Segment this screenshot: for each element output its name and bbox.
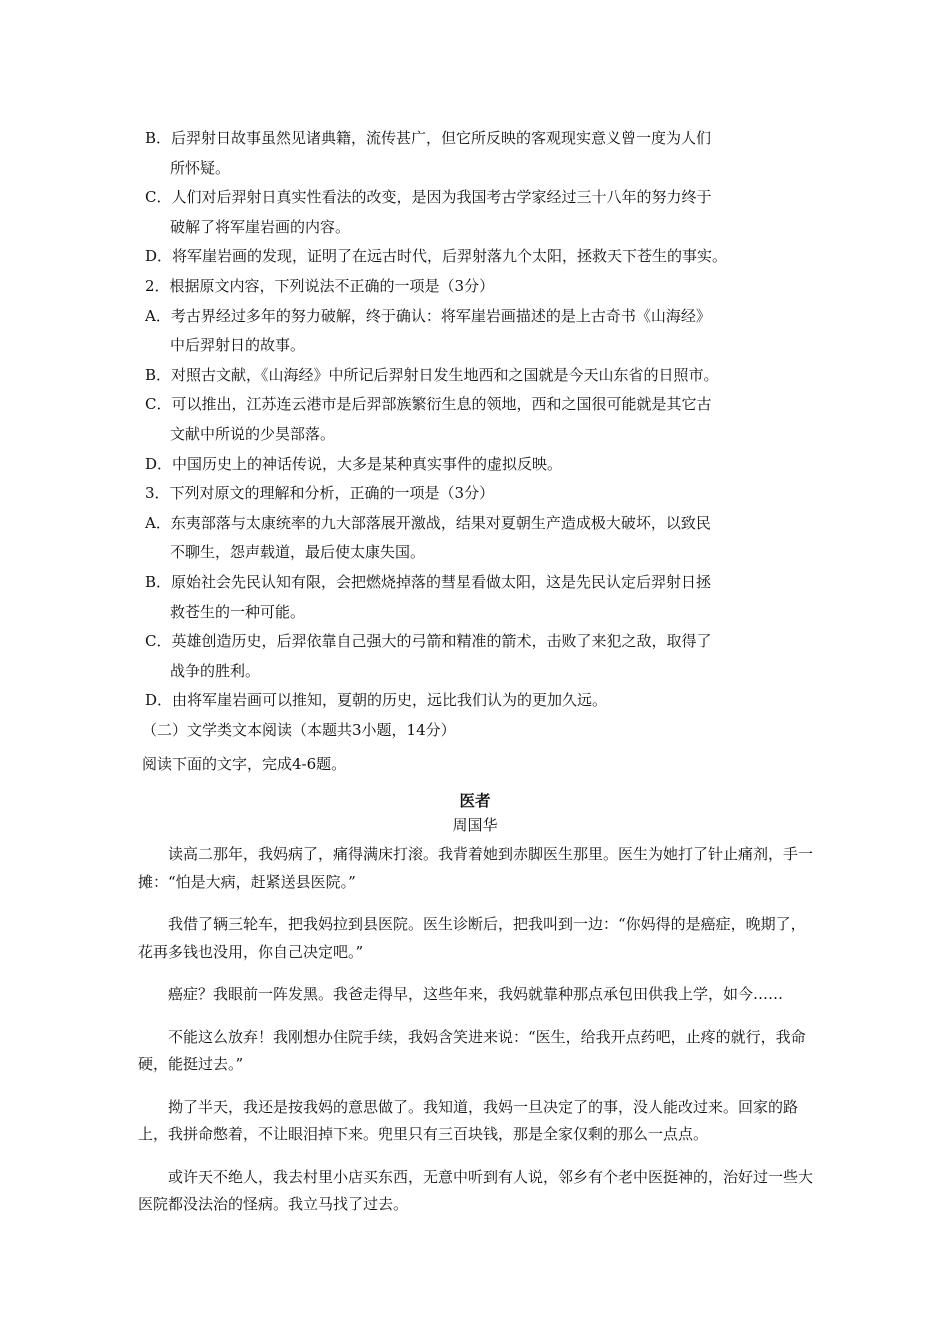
q3-option-b-line1: B．原始社会先民认知有限，会把燃烧掉落的彗星看做太阳，这是先民认定后羿射日拯 bbox=[145, 572, 712, 591]
q3-option-a-line1: A．东夷部落与太康统率的九大部落展开激战，结果对夏朝生产造成极大破坏，以致民 bbox=[145, 513, 711, 532]
section-instruction: 阅读下面的文字，完成4-6题。 bbox=[142, 755, 347, 774]
q2-option-b-line1: B．对照古文献，《山海经》中所记后羿射日发生地西和之国就是今天山东省的日照市。 bbox=[145, 365, 719, 384]
q2-option-c-line2: 文献中所说的少昊部落。 bbox=[170, 424, 336, 443]
story-paragraph: 我借了辆三轮车，把我妈拉到县医院。医生诊断后，把我叫到一边：“你妈得的是癌症，晚期了，花再多钱也没用，你自己决定吧。” bbox=[138, 915, 806, 961]
q1-option-d-line1: D．将军崖岩画的发现，证明了在远古时代，后羿射落九个太阳，拯救天下苍生的事实。 bbox=[145, 247, 728, 266]
q2-option-c-line1: C．可以推出，江苏连云港市是后羿部族繁衍生息的领地，西和之国很可能就是其它古 bbox=[145, 395, 712, 414]
story-body bbox=[0, 841, 950, 1219]
q1-option-b-line2: 所怀疑。 bbox=[170, 158, 231, 177]
story-title: 医者 bbox=[459, 791, 491, 811]
q2-option-a-line2: 中后羿射日的故事。 bbox=[170, 336, 306, 355]
story-paragraph: 拗了半天，我还是按我妈的意思做了。我知道，我妈一旦决定了的事，没人能改过来。回家的路上，我拼命憋着，不让眼泪掉下来。兜里只有三百块钱，那是全家仅剩的那么一点点。 bbox=[138, 1097, 799, 1144]
story-author: 周国华 bbox=[452, 816, 498, 835]
q1-option-c-line1: C．人们对后羿射日真实性看法的改变，是因为我国考古学家经过三十八年的努力终于 bbox=[145, 188, 712, 207]
q2-option-a-line1: A．考古界经过多年的努力破解，终于确认：将军崖岩画描述的是上古奇书《山海经》 bbox=[145, 306, 711, 325]
q1-option-b-line1: B．后羿射日故事虽然见诸典籍，流传甚广，但它所反映的客观现实意义曾一度为人们 bbox=[145, 129, 712, 147]
q3-option-a-line2: 不聊生，怨声载道，最后使太康失国。 bbox=[170, 543, 426, 562]
q1-option-c-line2: 破解了将军崖岩画的内容。 bbox=[170, 217, 351, 236]
section-heading: （二）文学类文本阅读（本题共3小题，14分） bbox=[142, 720, 456, 739]
q3-option-c-line1: C．英雄创造历史，后羿依靠自己强大的弓箭和精准的箭术，击败了来犯之敌，取得了 bbox=[145, 632, 712, 651]
question-1-options bbox=[0, 124, 950, 272]
q3-option-c-line2: 战争的胜利。 bbox=[170, 661, 261, 680]
q3-stem: 3．下列对原文的理解和分析，正确的一项是（3分） bbox=[145, 484, 495, 503]
question-3 bbox=[0, 479, 950, 716]
q3-option-d-line1: D．由将军崖岩画可以推知，夏朝的历史，远比我们认为的更加久远。 bbox=[145, 691, 608, 710]
story-paragraph: 或许天不绝人，我去村里小店买东西，无意中听到有人说，邻乡有个老中医挺神的，治好过一些大医院都没法治的怪病。我立马找了过去。 bbox=[138, 1167, 814, 1214]
story-paragraph: 癌症？我眼前一阵发黑。我爸走得早，这些年来，我妈就靠种那点承包田供我上学，如今…… bbox=[168, 985, 784, 1004]
q2-option-d-line1: D．中国历史上的神话传说，大多是某种真实事件的虚拟反映。 bbox=[145, 454, 563, 473]
q3-option-b-line2: 救苍生的一种可能。 bbox=[170, 602, 306, 621]
q2-stem: 2．根据原文内容，下列说法不正确的一项是（3分） bbox=[145, 276, 495, 295]
story-paragraph: 读高二那年，我妈病了，痛得满床打滚。我背着她到赤脚医生那里。医生为她打了针止痛剂，手一摊：“怕是大病，赶紧送县医院。” bbox=[138, 845, 814, 891]
question-2 bbox=[0, 272, 950, 479]
story-paragraph: 不能这么放弃！我刚想办住院手续，我妈含笑进来说：“医生，给我开点药吧，止疼的就行，我命硬，能挺过去。” bbox=[138, 1027, 806, 1074]
